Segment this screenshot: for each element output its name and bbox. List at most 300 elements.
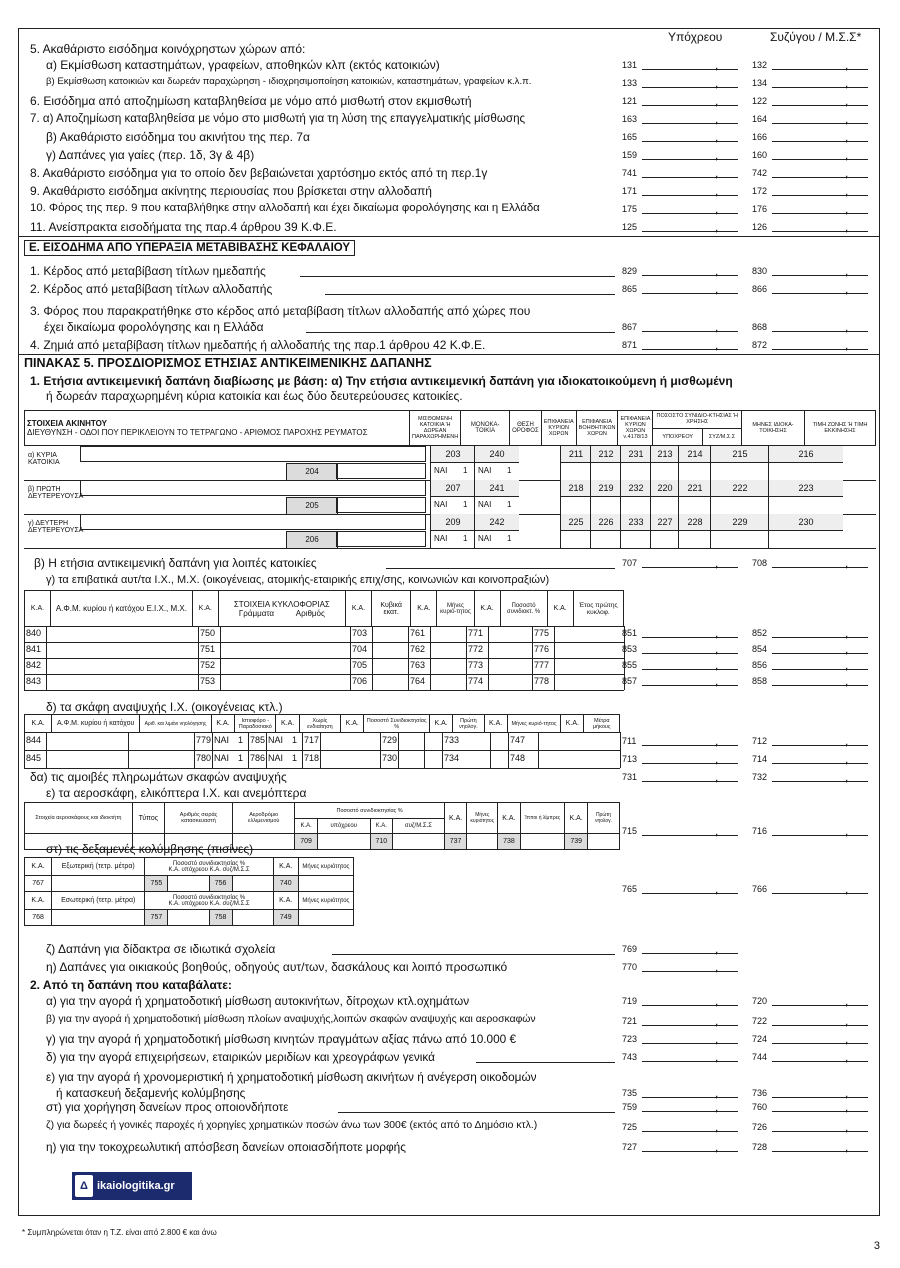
taxpayer-field[interactable] — [642, 745, 738, 746]
code-taxpayer: 725 — [622, 1122, 638, 1132]
boat-code: 779 — [196, 735, 212, 745]
code-spouse: 742 — [752, 168, 768, 178]
boats-h-port: Αριθ. και λιμάνι νηολόγησης — [140, 715, 212, 733]
form-row — [0, 1118, 900, 1136]
code-spouse: 164 — [752, 114, 768, 124]
yes-label: ΝΑΙ — [214, 753, 230, 763]
taxpayer-field[interactable] — [642, 87, 738, 88]
spouse-field[interactable] — [772, 781, 868, 782]
row-label: 4. Ζημιά από μεταβίβαση τίτλων ημεδαπής ή αλλοδαπής της παρ.1 άρθρου 42 Κ.Φ.Ε. — [30, 338, 486, 352]
taxpayer-field[interactable] — [642, 123, 738, 124]
cars-h-ka: Κ.Α. — [25, 591, 51, 627]
code-taxpayer: 759 — [622, 1102, 638, 1112]
leader-line — [300, 276, 615, 277]
car-code: 763 — [410, 660, 426, 670]
taxpayer-field[interactable] — [642, 1061, 738, 1062]
car-code: 772 — [468, 644, 484, 654]
code-spouse: 126 — [752, 222, 768, 232]
pool-h-ka2: Κ.Α. — [168, 866, 180, 873]
code-spouse: 708 — [752, 558, 768, 568]
code-spouse: 166 — [752, 132, 768, 142]
one-label: 1 — [463, 500, 468, 509]
property-col-code: 215 — [710, 446, 769, 462]
spouse-field[interactable] — [772, 1025, 868, 1026]
spouse-field[interactable] — [772, 1061, 868, 1062]
spouse-field[interactable] — [772, 69, 868, 70]
code-taxpayer: 867 — [622, 322, 638, 332]
pool-r2-v3[interactable] — [298, 910, 353, 926]
decimal-comma: , — [715, 1086, 719, 1100]
spouse-field[interactable] — [772, 1043, 868, 1044]
pool-h-ka3: Κ.Α. — [209, 866, 221, 873]
boats-h-ka4: Κ.Α. — [341, 715, 364, 733]
code-taxpayer: 715 — [622, 826, 638, 836]
spouse-field[interactable] — [772, 331, 868, 332]
property-col-code: 207 — [430, 480, 475, 496]
code-taxpayer: 770 — [622, 962, 638, 972]
row-label: ζ) για δωρεές ή γονικές παροχές ή χορηγίες χρηματικών ποσών άνω των 300€ (εκτός από το Δημόσιο κτλ.) — [46, 1120, 538, 1131]
decimal-comma: , — [715, 338, 719, 352]
property-col-field[interactable] — [710, 496, 769, 515]
property-col-field[interactable] — [560, 496, 591, 515]
code-spouse: 132 — [752, 60, 768, 70]
spouse-field[interactable] — [772, 159, 868, 160]
taxpayer-field[interactable] — [642, 763, 738, 764]
car-code: 750 — [200, 628, 216, 638]
taxpayer-field[interactable] — [642, 1005, 738, 1006]
property-code-field[interactable] — [336, 463, 426, 479]
car-code: 842 — [26, 660, 42, 670]
taxpayer-field[interactable] — [642, 653, 738, 654]
spouse-field[interactable] — [772, 195, 868, 196]
decimal-comma: , — [715, 320, 719, 334]
line-d-text: δ) τα σκάφη αναψυχής Ι.Χ. (οικογένειας κτλ.) — [46, 700, 283, 714]
boat-code: 717 — [304, 735, 320, 745]
boats-h-ka7: Κ.Α. — [561, 715, 584, 733]
boats-h-first: Πρώτη νηολογ. — [453, 715, 484, 733]
property-col-code: 218 — [560, 480, 591, 496]
decimal-comma: , — [845, 166, 849, 180]
address-field[interactable] — [80, 514, 426, 530]
spouse-field[interactable] — [772, 637, 868, 638]
taxpayer-field[interactable] — [642, 213, 738, 214]
address-field[interactable] — [80, 446, 426, 462]
taxpayer-field[interactable] — [642, 1043, 738, 1044]
taxpayer-field[interactable] — [642, 275, 738, 276]
pool-h-ypo: υπόχρεου — [181, 866, 208, 873]
property-col-code: 228 — [678, 514, 711, 530]
code-spouse: 134 — [752, 78, 768, 88]
taxpayer-field[interactable] — [642, 231, 738, 232]
code-taxpayer: 871 — [622, 340, 638, 350]
property-col-code: 240 — [474, 446, 519, 462]
property-col-field[interactable] — [620, 530, 651, 549]
property-col-code: 211 — [560, 446, 591, 462]
property-col-field[interactable] — [768, 462, 843, 481]
air-code-738: 738 — [498, 834, 521, 850]
decimal-comma: , — [715, 1140, 719, 1154]
pool-r1-c1: 755 — [145, 876, 168, 892]
air-h-first: Πρώτη νηολογ. — [587, 803, 619, 834]
p5-1a-text: 1. Ετήσια αντικειμενική δαπάνη διαβίωσης με βάση: α) Την ετήσια αντικειμενική δαπάνη για ιδιοκατοικούμενη ή μισθωμένη — [30, 374, 733, 388]
boats-h-length: Μέτρα μήκους — [584, 715, 620, 733]
spouse-field[interactable] — [772, 1005, 868, 1006]
form-row — [0, 992, 900, 1010]
boats-h-ka3: Κ.Α. — [276, 715, 299, 733]
pool-r2-v1[interactable] — [168, 910, 209, 926]
col-header-spouse: Συζύγου / Μ.Σ.Σ* — [770, 30, 862, 44]
property-col-field[interactable] — [710, 462, 769, 481]
spouse-field[interactable] — [772, 763, 868, 764]
taxpayer-field[interactable] — [642, 1151, 738, 1152]
decimal-comma: , — [715, 658, 719, 672]
spouse-field[interactable] — [772, 141, 868, 142]
form-row — [0, 318, 900, 336]
cars-h-ka4: Κ.Α. — [411, 591, 437, 627]
property-h-aux-area: ΕΠΙΦΑΝΕΙΑ ΒΟΗΘΗΤΙΚΩΝ ΧΩΡΩΝ — [576, 411, 618, 446]
pool-r2-sqm[interactable] — [52, 910, 145, 926]
page-number: 3 — [873, 1240, 880, 1252]
car-code: 843 — [26, 676, 42, 686]
pool-r2-v2[interactable] — [232, 910, 273, 926]
row-label: 2. Κέρδος από μεταβίβαση τίτλων αλλοδαπής — [30, 282, 273, 296]
property-col-field[interactable] — [678, 496, 711, 515]
spouse-field[interactable] — [772, 275, 868, 276]
footnote: * Συμπληρώνεται όταν η Τ.Ζ. είναι από 2.800 € και άνω — [22, 1228, 217, 1237]
spouse-field[interactable] — [772, 685, 868, 686]
property-col-field[interactable] — [650, 530, 679, 549]
decimal-comma: , — [845, 752, 849, 766]
air-h-months: Μήνες κυριότητος — [467, 803, 498, 834]
pool-h-months: Μήνες κυριότητος — [298, 858, 353, 876]
leader-line — [306, 332, 615, 333]
cars-h-months: Μήνες κυριό-τητος — [437, 591, 474, 627]
decimal-comma: , — [715, 282, 719, 296]
decimal-comma: , — [845, 1140, 849, 1154]
pool-r1-c2: 756 — [209, 876, 232, 892]
air-h-hp: Ίπποι ή λίμπρες — [520, 803, 565, 834]
code-spouse: 858 — [752, 676, 768, 686]
taxpayer-field[interactable] — [642, 159, 738, 160]
row-label: η) για την τοκοχρεωλυτική απόσβεση δανείων οποιασδήποτε μορφής — [46, 1140, 406, 1154]
boat-code: 730 — [382, 753, 398, 763]
decimal-comma: , — [715, 94, 719, 108]
decimal-comma: , — [715, 202, 719, 216]
row-label: β) Η ετήσια αντικειμενική δαπάνη για λοιπές κατοικίες — [34, 556, 317, 570]
spouse-field[interactable] — [772, 1111, 868, 1112]
decimal-comma: , — [715, 642, 719, 656]
decimal-comma: , — [845, 674, 849, 688]
property-col-code: 219 — [590, 480, 621, 496]
yes-label: ΝΑΙ — [478, 466, 492, 475]
decimal-comma: , — [845, 184, 849, 198]
row-label: 9. Ακαθάριστο εισόδημα ακίνητης περιουσίας που βρίσκεται στην αλλοδαπή — [30, 184, 432, 198]
decimal-comma: , — [845, 130, 849, 144]
code-taxpayer: 719 — [622, 996, 638, 1006]
boats-h-ka2: Κ.Α. — [211, 715, 234, 733]
taxpayer-field[interactable] — [642, 331, 738, 332]
code-taxpayer: 727 — [622, 1142, 638, 1152]
taxpayer-field[interactable] — [642, 953, 738, 954]
row-label: 11. Ανείσπρακτα εισοδήματα της παρ.4 άρθρου 39 Κ.Φ.Ε. — [30, 220, 337, 234]
form-row — [0, 1138, 900, 1156]
cars-h-number: Αριθμός — [295, 608, 325, 618]
property-col-field[interactable] — [430, 496, 475, 515]
leader-line — [332, 954, 615, 955]
decimal-comma: , — [715, 166, 719, 180]
one-label: 1 — [292, 753, 298, 763]
decimal-comma: , — [715, 960, 719, 974]
code-spouse: 830 — [752, 266, 768, 276]
property-code-field[interactable] — [336, 531, 426, 547]
taxpayer-field[interactable] — [642, 567, 738, 568]
row-label: 3. Φόρος που παρακρατήθηκε στο κέρδος από μεταβίβαση τίτλων αλλοδαπής από χώρες που — [30, 304, 531, 318]
line-st — [0, 840, 900, 858]
spouse-field[interactable] — [772, 349, 868, 350]
property-col-field[interactable] — [560, 462, 591, 481]
property-col-field[interactable] — [430, 462, 475, 481]
property-row — [24, 480, 876, 515]
spouse-field[interactable] — [772, 745, 868, 746]
property-col-field[interactable] — [474, 496, 519, 515]
line-e — [0, 784, 900, 802]
decimal-comma: , — [715, 1120, 719, 1134]
yes-label: ΝΑΙ — [478, 534, 492, 543]
code-taxpayer: 851 — [622, 628, 638, 638]
taxpayer-field[interactable] — [642, 685, 738, 686]
spouse-field[interactable] — [772, 893, 868, 894]
spouse-field[interactable] — [772, 1151, 868, 1152]
boat-row-output — [0, 750, 900, 768]
code-spouse: 714 — [752, 754, 768, 764]
taxpayer-field[interactable] — [642, 835, 738, 836]
spouse-field[interactable] — [772, 669, 868, 670]
property-col-field[interactable] — [590, 530, 621, 549]
code-taxpayer: 159 — [622, 150, 638, 160]
code-taxpayer: 829 — [622, 266, 638, 276]
form-row — [0, 822, 900, 840]
boat-code: 747 — [510, 735, 526, 745]
spouse-field[interactable] — [772, 835, 868, 836]
decimal-comma: , — [845, 1100, 849, 1114]
code-taxpayer: 765 — [622, 884, 638, 894]
property-col-field[interactable] — [590, 496, 621, 515]
property-col-code: 222 — [710, 480, 769, 496]
spouse-field[interactable] — [772, 213, 868, 214]
spouse-field[interactable] — [772, 1131, 868, 1132]
property-col-field[interactable] — [768, 530, 843, 549]
line-e-text: ε) τα αεροσκάφη, ελικόπτερα Ι.Χ. και ανεμόπτερα — [46, 786, 307, 800]
property-col-field[interactable] — [678, 530, 711, 549]
spouse-field[interactable] — [772, 87, 868, 88]
form-row — [0, 958, 900, 976]
decimal-comma: , — [845, 1014, 849, 1028]
property-col-code: 241 — [474, 480, 519, 496]
line-g-text: γ) τα επιβατικά αυτ/τα Ι.Χ., Μ.Χ. (οικογένειας, ατομικής-εταιρικής επιχ/σης, κοινωνιών και κοινοπραξιών) — [46, 574, 550, 586]
code-taxpayer: 769 — [622, 944, 638, 954]
decimal-comma: , — [845, 824, 849, 838]
row-label: δ) για την αγορά επιχειρήσεων, εταιρικών μεριδίων και χρεογράφων γενικά — [46, 1050, 435, 1064]
boat-code: 786 — [250, 753, 266, 763]
row-label: β) Εκμίσθωση κατοικιών και δωρεάν παραχώρηση - ιδιοχρησιμοποίηση κατοικιών, καταστημάτων, γραφείων κ.λ.π. — [46, 76, 532, 87]
property-col-field[interactable] — [650, 462, 679, 481]
property-col-code: 232 — [620, 480, 651, 496]
decimal-comma: , — [845, 642, 849, 656]
pool-r1-c3: 740 — [273, 876, 298, 892]
code-taxpayer: 855 — [622, 660, 638, 670]
taxpayer-field[interactable] — [642, 1111, 738, 1112]
logo-text: ikaiologitika.gr — [97, 1180, 175, 1192]
address-field[interactable] — [80, 480, 426, 496]
decimal-comma: , — [845, 994, 849, 1008]
spouse-field[interactable] — [772, 567, 868, 568]
taxpayer-field[interactable] — [642, 1131, 738, 1132]
spouse-field[interactable] — [772, 105, 868, 106]
pool-h-syz: συζ/Μ.Σ.Σ — [222, 866, 250, 873]
row-label: γ) για την αγορά ή χρηματοδοτική μίσθωση κινητών πραγμάτων αξίας πάνω από 10.000 € — [46, 1032, 517, 1046]
form-row — [0, 128, 900, 146]
code-taxpayer: 735 — [622, 1088, 638, 1098]
p5-1a2-text: ή δωρεάν παραχωρημένη κύρια κατοικία και έως δύο δευτερεύουσες κατοικίες. — [46, 389, 463, 403]
property-col-code: 209 — [430, 514, 475, 530]
cars-h-ka2: Κ.Α. — [192, 591, 218, 627]
code-spouse: 712 — [752, 736, 768, 746]
one-label: 1 — [507, 534, 512, 543]
property-code-field[interactable] — [336, 497, 426, 513]
decimal-comma: , — [715, 112, 719, 126]
pool-h-ka: Κ.Α. — [25, 858, 52, 876]
car-code: 753 — [200, 676, 216, 686]
car-code: 764 — [410, 676, 426, 686]
decimal-comma: , — [845, 1050, 849, 1064]
logo-mark: Δ — [75, 1175, 93, 1197]
property-col-code: 214 — [678, 446, 711, 462]
spouse-field[interactable] — [772, 293, 868, 294]
pool-h2-ka4: Κ.Α. — [273, 892, 298, 910]
row-label: α) για την αγορά ή χρηματοδοτική μίσθωση αυτοκινήτων, δίτροχων κτλ.οχημάτων — [46, 994, 470, 1008]
cars-h-year: Έτος πρώτης κυκλοφ. — [573, 591, 623, 627]
boats-h-ka: Κ.Α. — [25, 715, 52, 733]
yes-label: ΝΑΙ — [434, 534, 448, 543]
boat-code: 844 — [26, 735, 42, 745]
taxpayer-field[interactable] — [642, 637, 738, 638]
property-h-area-law: ΕΠΙΦΑΝΕΙΑ ΚΥΡΙΩΝ ΧΩΡΩΝ ν.4178/13 — [618, 411, 653, 446]
code-taxpayer: 721 — [622, 1016, 638, 1026]
decimal-comma: , — [845, 264, 849, 278]
spouse-field[interactable] — [772, 231, 868, 232]
property-col-field[interactable] — [474, 530, 519, 549]
decimal-comma: , — [715, 184, 719, 198]
property-col-field[interactable] — [710, 530, 769, 549]
car-code: 705 — [352, 660, 368, 670]
car-code: 777 — [534, 660, 550, 670]
taxpayer-field[interactable] — [642, 1025, 738, 1026]
taxpayer-field[interactable] — [642, 669, 738, 670]
taxpayer-field[interactable] — [642, 177, 738, 178]
car-code: 751 — [200, 644, 216, 654]
spouse-field[interactable] — [772, 123, 868, 124]
property-col-field[interactable] — [620, 462, 651, 481]
taxpayer-field[interactable] — [642, 349, 738, 350]
property-col-field[interactable] — [620, 496, 651, 515]
code-taxpayer: 125 — [622, 222, 638, 232]
code-spouse: 856 — [752, 660, 768, 670]
air-h-type: Τύπος — [132, 803, 164, 834]
decimal-comma: , — [715, 734, 719, 748]
car-row-output — [0, 672, 900, 690]
one-label: 1 — [292, 735, 298, 745]
yes-label: ΝΑΙ — [214, 735, 230, 745]
code-spouse: 726 — [752, 1122, 768, 1132]
code-taxpayer: 131 — [622, 60, 638, 70]
boat-code: 729 — [382, 735, 398, 745]
property-col-field[interactable] — [590, 462, 621, 481]
property-col-code: 229 — [710, 514, 769, 530]
pool-h2-months: Μήνες κυριότητος — [298, 892, 353, 910]
taxpayer-field[interactable] — [642, 293, 738, 294]
form-row — [0, 1030, 900, 1048]
property-col-field[interactable] — [430, 530, 475, 549]
code-spouse: 852 — [752, 628, 768, 638]
air-h-ypo: υπόχρεου — [317, 819, 370, 834]
property-col-code: 223 — [768, 480, 843, 496]
row-label: β) Ακαθάριστο εισόδημα του ακινήτου της περ. 7α — [46, 130, 310, 144]
property-col-code: 231 — [620, 446, 651, 462]
taxpayer-field[interactable] — [642, 893, 738, 894]
boat-code: 845 — [26, 753, 42, 763]
taxpayer-field[interactable] — [642, 141, 738, 142]
taxpayer-field[interactable] — [642, 105, 738, 106]
cars-table — [24, 590, 624, 627]
pool-h2-pct: Ποσοστό συνιδιοκτησίας % — [172, 894, 246, 901]
form-row — [0, 1098, 900, 1116]
air-h-ka5: Κ.Α. — [565, 803, 588, 834]
taxpayer-field[interactable] — [642, 69, 738, 70]
decimal-comma: , — [845, 338, 849, 352]
taxpayer-field[interactable] — [642, 971, 738, 972]
boats-h-months: Μήνες κυριό-τητος — [507, 715, 561, 733]
property-col-field[interactable] — [474, 462, 519, 481]
spouse-field[interactable] — [772, 177, 868, 178]
decimal-comma: , — [715, 220, 719, 234]
row-label: 6. Εισόδημα από αποζημίωση καταβληθείσα με νόμο από μισθωτή στον εκμισθωτή — [30, 94, 472, 108]
property-col-field[interactable] — [768, 496, 843, 515]
taxpayer-field[interactable] — [642, 781, 738, 782]
leader-line — [476, 1062, 615, 1063]
decimal-comma: , — [715, 148, 719, 162]
spouse-field[interactable] — [772, 653, 868, 654]
property-col-field[interactable] — [560, 530, 591, 549]
code-taxpayer: 175 — [622, 204, 638, 214]
car-code: 840 — [26, 628, 42, 638]
air-h-ka: Κ.Α. — [295, 819, 317, 834]
boats-h-afm: Α.Φ.Μ. κυρίου ή κατόχου — [52, 715, 140, 733]
form-row — [0, 218, 900, 236]
row-label: ε) για την αγορά ή χρονομεριστική ή χρηματοδοτική μίσθωση ακινήτων ή ανέγερση οικοδομών — [46, 1070, 537, 1084]
property-col-code: 212 — [590, 446, 621, 462]
pinakas5-title-text: ΠΙΝΑΚΑΣ 5. ΠΡΟΣΔΙΟΡΙΣΜΟΣ ΕΤΗΣΙΑΣ ΑΝΤΙΚΕΙΜΕΝΙΚΗΣ ΔΑΠΑΝΗΣ — [24, 356, 432, 370]
decimal-comma: , — [845, 882, 849, 896]
property-col-field[interactable] — [650, 496, 679, 515]
one-label: 1 — [463, 534, 468, 543]
form-row — [0, 280, 900, 298]
code-spouse: 160 — [752, 150, 768, 160]
taxpayer-field[interactable] — [642, 195, 738, 196]
row-label: ζ) Δαπάνη για δίδακτρα σε ιδιωτικά σχολεία — [46, 942, 276, 956]
col-header-taxpayer: Υπόχρεου — [668, 30, 723, 44]
property-col-field[interactable] — [678, 462, 711, 481]
air-code-737: 737 — [444, 834, 467, 850]
